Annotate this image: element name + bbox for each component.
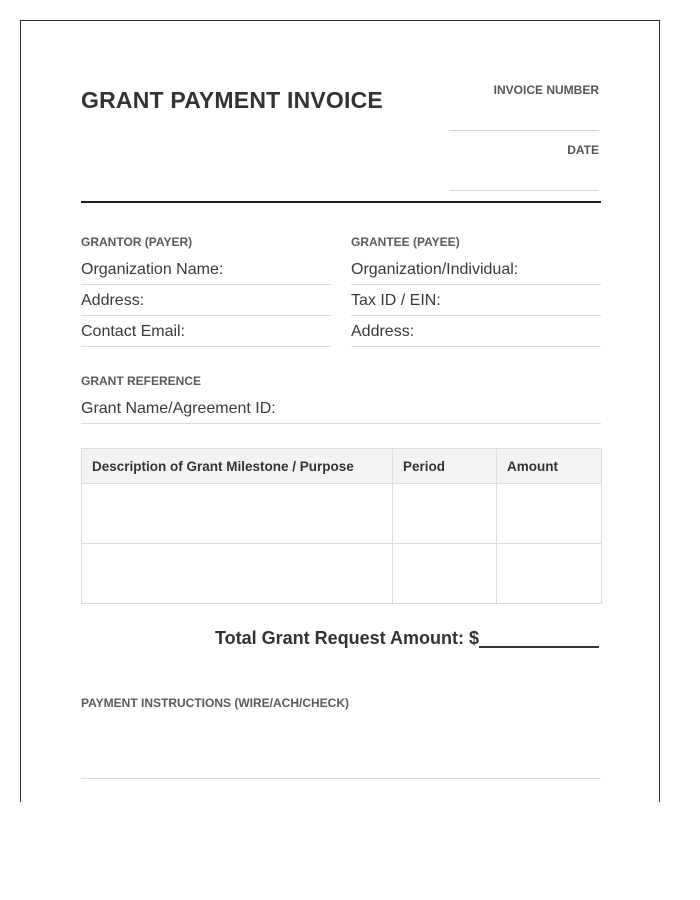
grantor-heading: GRANTOR (PAYER) — [81, 235, 193, 249]
grantor-contact-email-field[interactable]: Contact Email: — [81, 316, 331, 347]
grantee-fields — [351, 254, 601, 347]
invoice-page — [20, 20, 660, 802]
grantor-org-name-field[interactable]: Organization Name: — [81, 254, 331, 285]
column-header-amount: Amount — [497, 449, 602, 484]
grant-reference-heading: GRANT REFERENCE — [81, 374, 202, 388]
date-label: DATE — [567, 143, 599, 157]
payment-instructions-heading: PAYMENT INSTRUCTIONS (WIRE/ACH/CHECK) — [81, 696, 350, 710]
column-header-description: Description of Grant Milestone / Purpose — [82, 449, 393, 484]
header-divider — [81, 201, 601, 203]
grantee-tax-id-field[interactable]: Tax ID / EIN: — [351, 285, 601, 316]
period-cell[interactable] — [393, 484, 497, 544]
total-label: Total Grant Request Amount: $ — [214, 628, 479, 648]
grant-name-agreement-id-field[interactable]: Grant Name/Agreement ID: — [81, 393, 601, 424]
total-amount-field[interactable] — [479, 628, 599, 648]
description-cell[interactable] — [82, 544, 393, 604]
table-row — [82, 544, 602, 604]
invoice-title: GRANT PAYMENT INVOICE — [81, 87, 383, 113]
grantee-org-individual-field[interactable]: Organization/Individual: — [351, 254, 601, 285]
grantee-address-field[interactable]: Address: — [351, 316, 601, 347]
table-header-row — [82, 449, 602, 484]
grantee-heading: GRANTEE (PAYEE) — [351, 235, 460, 249]
grantor-fields — [81, 254, 331, 347]
grantor-address-field[interactable]: Address: — [81, 285, 331, 316]
invoice-number-field[interactable] — [449, 130, 599, 131]
date-field[interactable] — [449, 190, 599, 191]
column-header-period: Period — [393, 449, 497, 484]
amount-cell[interactable] — [497, 544, 602, 604]
payment-instructions-field[interactable] — [81, 713, 601, 777]
total-grant-request — [215, 628, 599, 649]
amount-cell[interactable] — [497, 484, 602, 544]
table-row — [82, 484, 602, 544]
payment-instructions-line — [81, 778, 601, 779]
description-cell[interactable] — [82, 484, 393, 544]
grant-items-table — [81, 448, 602, 604]
period-cell[interactable] — [393, 544, 497, 604]
invoice-number-label: INVOICE NUMBER — [493, 83, 599, 97]
